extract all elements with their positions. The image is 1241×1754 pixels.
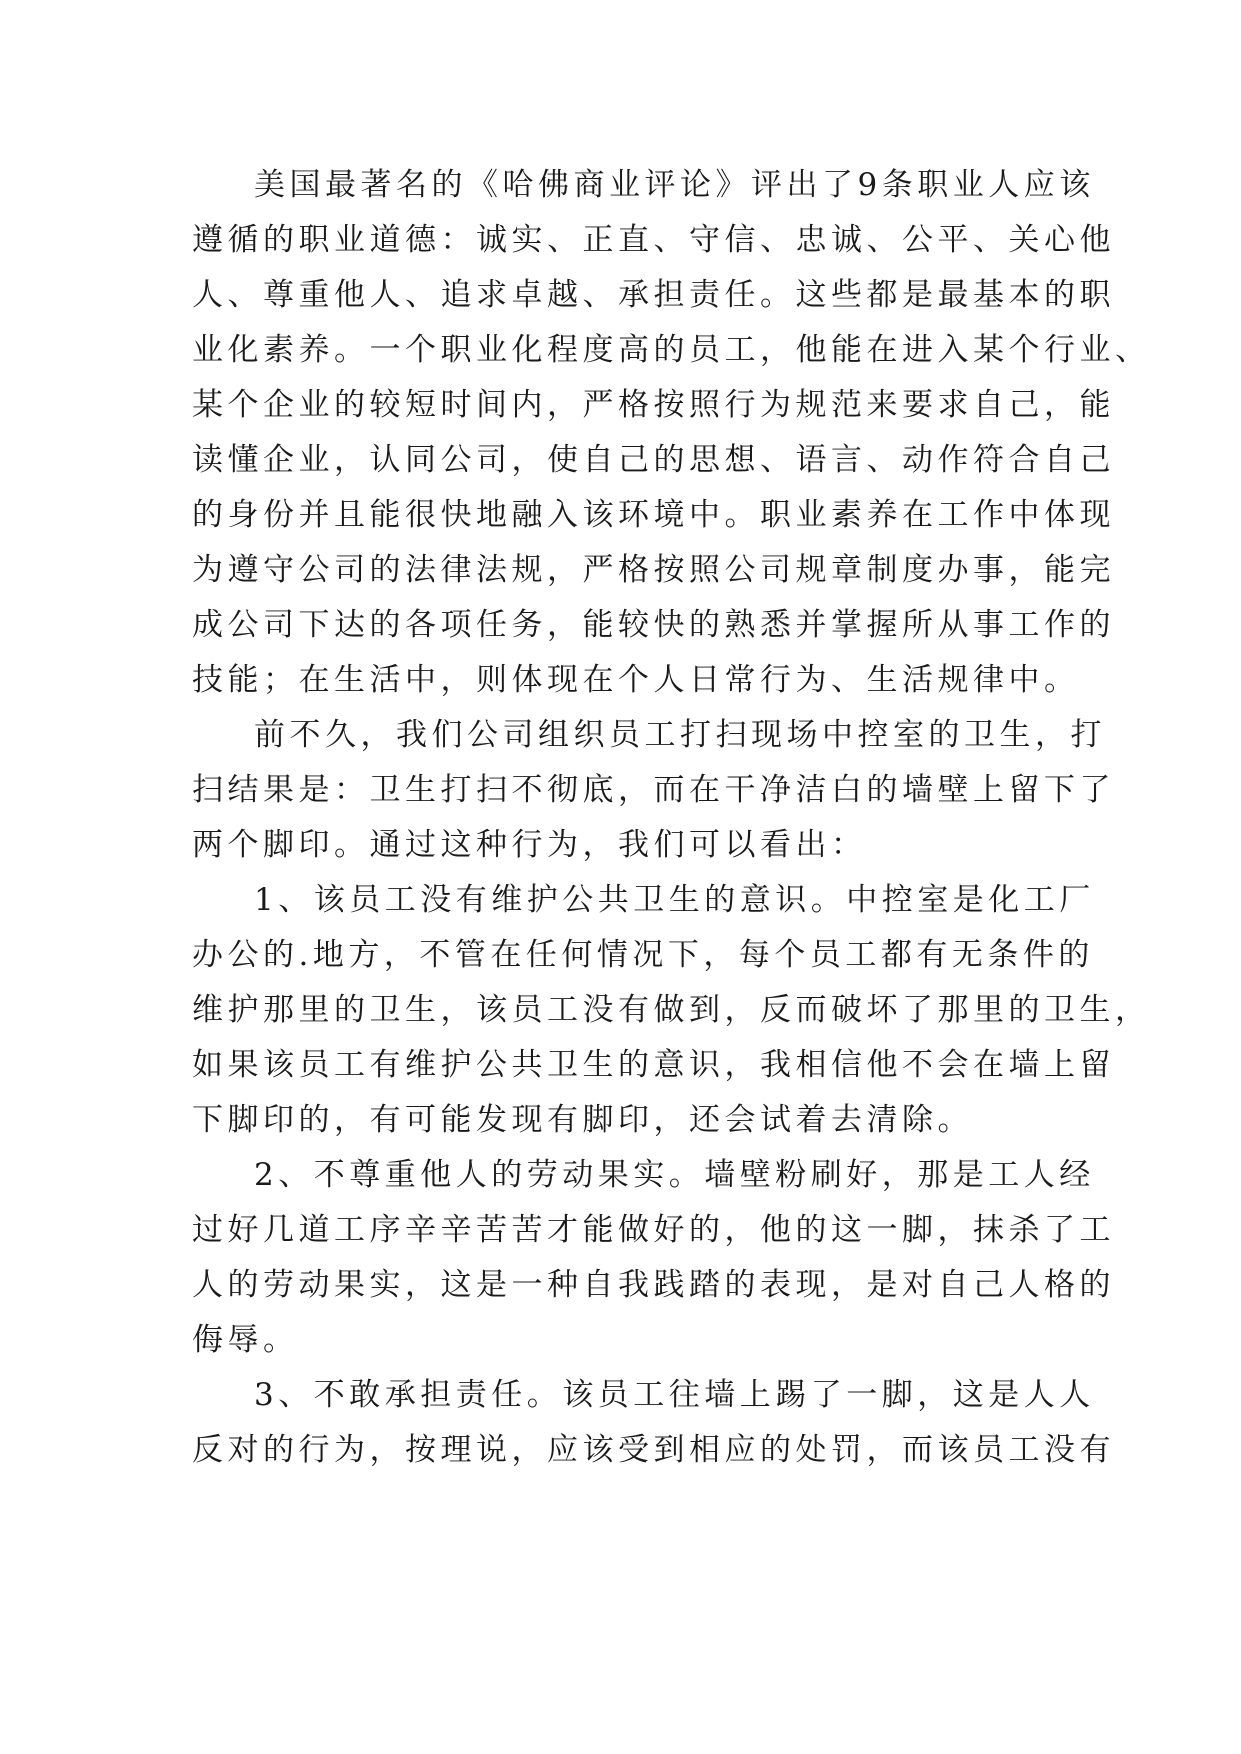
text-line: 维护那里的卫生，该员工没有做到，反而破坏了那里的卫生，: [192, 992, 1151, 1028]
paragraph: [192, 708, 1115, 873]
text-line: 两个脚印。通过这种行为，我们可以看出：: [192, 827, 867, 863]
text-line: 1、该员工没有维护公共卫生的意识。中控室是化工厂: [254, 882, 1095, 918]
paragraph: [192, 158, 1151, 708]
paragraph: [192, 1368, 1115, 1478]
paragraph: [192, 1148, 1115, 1368]
text-line: 人的劳动果实，这是一种自我践踏的表现，是对自己人格的: [192, 1267, 1115, 1303]
text-line: 前不久，我们公司组织员工打扫现场中控室的卫生，打: [254, 717, 1106, 753]
document-body: [192, 158, 1151, 1478]
paragraph: [192, 873, 1151, 1148]
text-line: 人、尊重他人、追求卓越、承担责任。这些都是最基本的职: [192, 277, 1115, 313]
text-line: 3、不敢承担责任。该员工往墙上踢了一脚，这是人人: [254, 1377, 1095, 1413]
text-line: 遵循的职业道德：诚实、正直、守信、忠诚、公平、关心他: [192, 222, 1115, 258]
text-line: 侮辱。: [192, 1322, 299, 1358]
text-line: 成公司下达的各项任务，能较快的熟悉并掌握所从事工作的: [192, 607, 1115, 643]
text-line: 为遵守公司的法律法规，严格按照公司规章制度办事，能完: [192, 552, 1115, 588]
text-line: 扫结果是：卫生打扫不彻底，而在干净洁白的墙壁上留下了: [192, 772, 1115, 808]
text-line: 过好几道工序辛辛苦苦才能做好的，他的这一脚，抹杀了工: [192, 1212, 1115, 1248]
text-line: 的身份并且能很快地融入该环境中。职业素养在工作中体现: [192, 497, 1115, 533]
text-line: 某个企业的较短时间内，严格按照行为规范来要求自己，能: [192, 387, 1115, 423]
text-line: 下脚印的，有可能发现有脚印，还会试着去清除。: [192, 1102, 973, 1138]
text-line: 2、不尊重他人的劳动果实。墙壁粉刷好，那是工人经: [254, 1157, 1095, 1193]
text-line: 业化素养。一个职业化程度高的员工，他能在进入某个行业、: [192, 332, 1151, 368]
text-line: 技能；在生活中，则体现在个人日常行为、生活规律中。: [192, 662, 1080, 698]
text-line: 读懂企业，认同公司，使自己的思想、语言、动作符合自己: [192, 442, 1115, 478]
text-line: 美国最著名的《哈佛商业评论》评出了9条职业人应该: [254, 167, 1095, 203]
text-line: 办公的.地方，不管在任何情况下，每个员工都有无条件的: [192, 937, 1094, 973]
text-line: 反对的行为，按理说，应该受到相应的处罚，而该员工没有: [192, 1432, 1115, 1468]
text-line: 如果该员工有维护公共卫生的意识，我相信他不会在墙上留: [192, 1047, 1115, 1083]
